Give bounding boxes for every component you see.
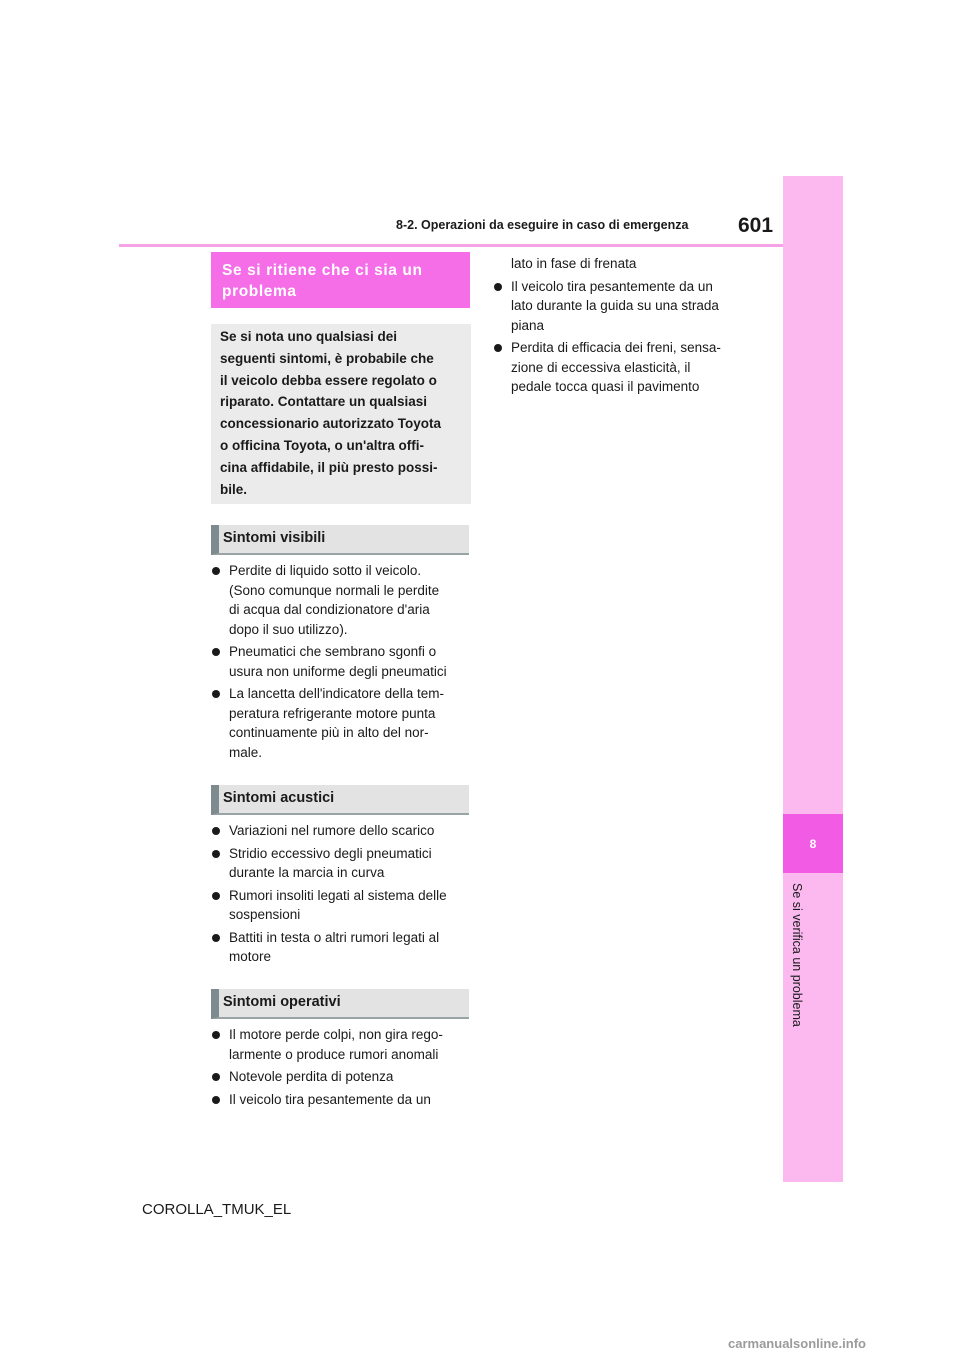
item-line: zione di eccessiva elasticità, il xyxy=(511,359,691,375)
item-line: peratura refrigerante motore punta xyxy=(229,705,436,721)
item-line: Notevole perdita di potenza xyxy=(229,1069,394,1084)
item-line: (Sono comunque normali le perdite xyxy=(229,582,440,598)
operative-symptoms-list-continued xyxy=(493,254,755,400)
item-line: lato durante la guida su una strada xyxy=(511,298,719,313)
operative-symptoms-list xyxy=(211,1025,473,1112)
chapter-number: 8 xyxy=(809,836,817,851)
bullet-icon xyxy=(212,892,220,900)
banner-line: problema xyxy=(222,283,297,300)
visible-symptoms-list xyxy=(211,561,473,765)
item-line: La lancetta dell'indicatore della tem- xyxy=(229,686,444,701)
item-line: durante la marcia in curva xyxy=(229,865,385,880)
item-line: Battiti in testa o altri rumori legati al xyxy=(229,929,440,945)
item-line: Perdita di efficacia dei freni, sensa- xyxy=(511,340,721,355)
chapter-tab[interactable] xyxy=(783,814,843,873)
bullet-icon xyxy=(494,344,502,352)
list-item xyxy=(211,1025,473,1064)
list-item xyxy=(211,1090,473,1110)
item-line: continuamente più in alto del nor- xyxy=(229,725,429,740)
header-divider xyxy=(119,244,783,247)
item-line: motore xyxy=(229,949,272,964)
item-line: larmente o produce rumori anomali xyxy=(229,1046,439,1062)
item-line: sospensioni xyxy=(229,907,301,922)
list-item xyxy=(211,561,473,639)
bullet-icon xyxy=(212,1096,220,1104)
item-line: Il veicolo tira pesantemente da un xyxy=(229,1091,431,1107)
intro-line: Se si nota uno qualsiasi dei xyxy=(220,329,398,344)
acoustic-symptoms-list xyxy=(211,821,473,970)
intro-line: riparato. Contattare un qualsiasi xyxy=(220,394,428,410)
item-line: dopo il suo utilizzo). xyxy=(229,621,348,637)
intro-box xyxy=(211,324,471,504)
bullet-icon xyxy=(212,1073,220,1081)
item-line: Variazioni nel rumore dello scarico xyxy=(229,823,435,838)
item-line: Stridio eccessivo degli pneumatici xyxy=(229,845,432,861)
section-heading-acoustic: Sintomi acustici xyxy=(211,785,469,815)
topic-banner xyxy=(211,252,470,308)
page-number: 601 xyxy=(738,214,774,237)
list-item xyxy=(493,338,755,397)
list-item xyxy=(211,642,473,681)
bullet-icon xyxy=(212,827,220,835)
intro-line: il veicolo debba essere regolato o xyxy=(220,372,437,388)
intro-line: seguenti sintomi, è probabile che xyxy=(220,350,434,366)
item-line: Perdite di liquido sotto il veicolo. xyxy=(229,563,422,578)
chapter-side-label: Se si verifica un problema xyxy=(790,883,804,1027)
bullet-icon xyxy=(212,850,220,858)
item-line: Il veicolo tira pesantemente da un xyxy=(511,278,713,294)
bullet-icon xyxy=(212,690,220,698)
item-line: Rumori insoliti legati al sistema delle xyxy=(229,887,447,903)
list-item xyxy=(493,277,755,336)
watermark: carmanualsonline.info xyxy=(728,1336,866,1351)
item-line: di acqua dal condizionatore d'aria xyxy=(229,602,430,617)
item-line: Pneumatici che sembrano sgonfi o xyxy=(229,644,437,659)
bullet-icon xyxy=(212,934,220,942)
list-item xyxy=(211,844,473,883)
footer-model-code: COROLLA_TMUK_EL xyxy=(142,1201,292,1218)
section-heading-visible: Sintomi visibili xyxy=(211,525,469,555)
section-header-title: 8-2. Operazioni da eseguire in caso di emergenza xyxy=(396,218,689,232)
list-item xyxy=(211,886,473,925)
intro-line: o officina Toyota, o un'altra offi- xyxy=(220,437,424,453)
item-line: usura non uniforme degli pneumatici xyxy=(229,663,447,679)
list-item xyxy=(211,928,473,967)
intro-line: concessionario autorizzato Toyota xyxy=(220,416,442,432)
list-item-continuation xyxy=(493,254,755,274)
item-line: lato in fase di frenata xyxy=(511,256,637,271)
item-line: pedale tocca quasi il pavimento xyxy=(511,379,700,394)
list-item xyxy=(211,1067,473,1087)
list-item xyxy=(211,821,473,841)
item-line: male. xyxy=(229,744,263,760)
bullet-icon xyxy=(212,567,220,575)
intro-line: bile. xyxy=(220,481,248,497)
list-item xyxy=(211,684,473,762)
bullet-icon xyxy=(494,283,502,291)
bullet-icon xyxy=(212,1031,220,1039)
item-line: piana xyxy=(511,317,545,333)
section-heading-operative: Sintomi operativi xyxy=(211,989,469,1019)
bullet-icon xyxy=(212,648,220,656)
banner-line: Se si ritiene che ci sia un xyxy=(222,262,423,279)
item-line: Il motore perde colpi, non gira rego- xyxy=(229,1027,443,1042)
intro-line: cina affidabile, il più presto possi- xyxy=(220,459,438,475)
